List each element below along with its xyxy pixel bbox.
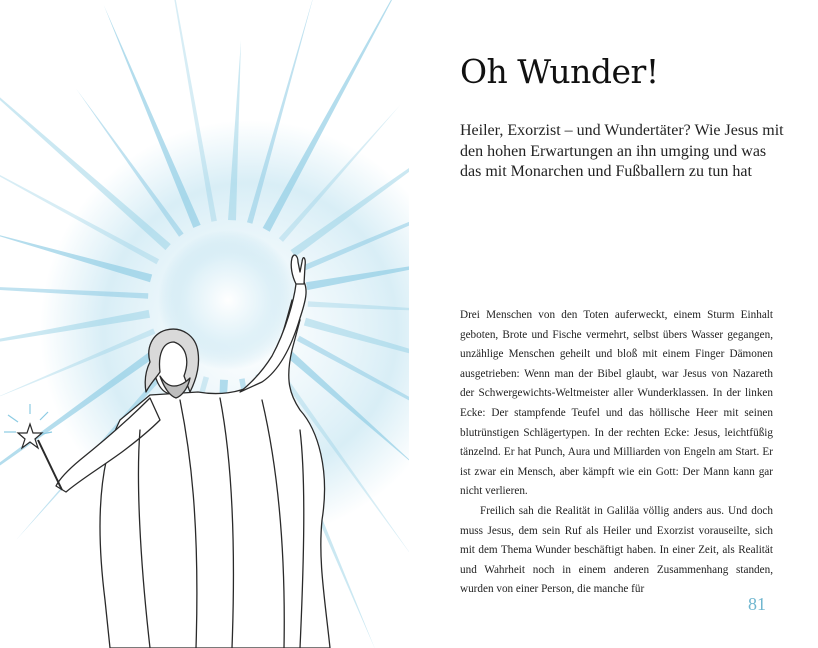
text-page [409, 0, 818, 648]
paragraph: Drei Menschen von den Toten auferweckt, einem Sturm Einhalt geboten, Brote und Fische vermehrt, selbst übers Wasser gegangen, unzählige Menschen geheilt und bloß mit einem Finger Dämonen ausgetrieben: Wenn man der Bibel glaubt, war Jesus von Nazareth der Schwergewichts-Weltmeister aller Wunderklassen. In der linken Ecke: Der stampfende Teufel und das höllische Heer mit seinen blutrünstigen Schlägertypen. In der rechten Ecke: Jesus, leichtfüßig tänzelnd. Er hat Punch, Aura und Milliarden von Engeln am Start. Er ist zwar ein Mensch, aber kämpft wie ein Gott: Der Mann kann gar nicht verlieren. [460, 309, 773, 498]
paragraph: Freilich sah die Realität in Galiläa völlig anders aus. Und doch muss Jesus, dem sein Ruf als Heiler und Exorzist vorauseilte, sich mit dem Thema Wunder beschäftigt haben. In einer Zeit, als Realität und Wahrheit noch in einem anderen Zusammenhang standen, wurden von einer Person, die manche für [460, 504, 773, 596]
chapter-title: Oh Wunder! [460, 52, 659, 91]
chapter-subtitle: Heiler, Exorzist – und Wundertäter? Wie Jesus mit den hohen Erwartungen an ihn umging und was das mit Monarchen und Fußballern zu tun hat [460, 122, 784, 180]
body-text [460, 306, 773, 600]
magic-wand-icon [4, 404, 62, 490]
page-number: 81 [748, 594, 766, 614]
